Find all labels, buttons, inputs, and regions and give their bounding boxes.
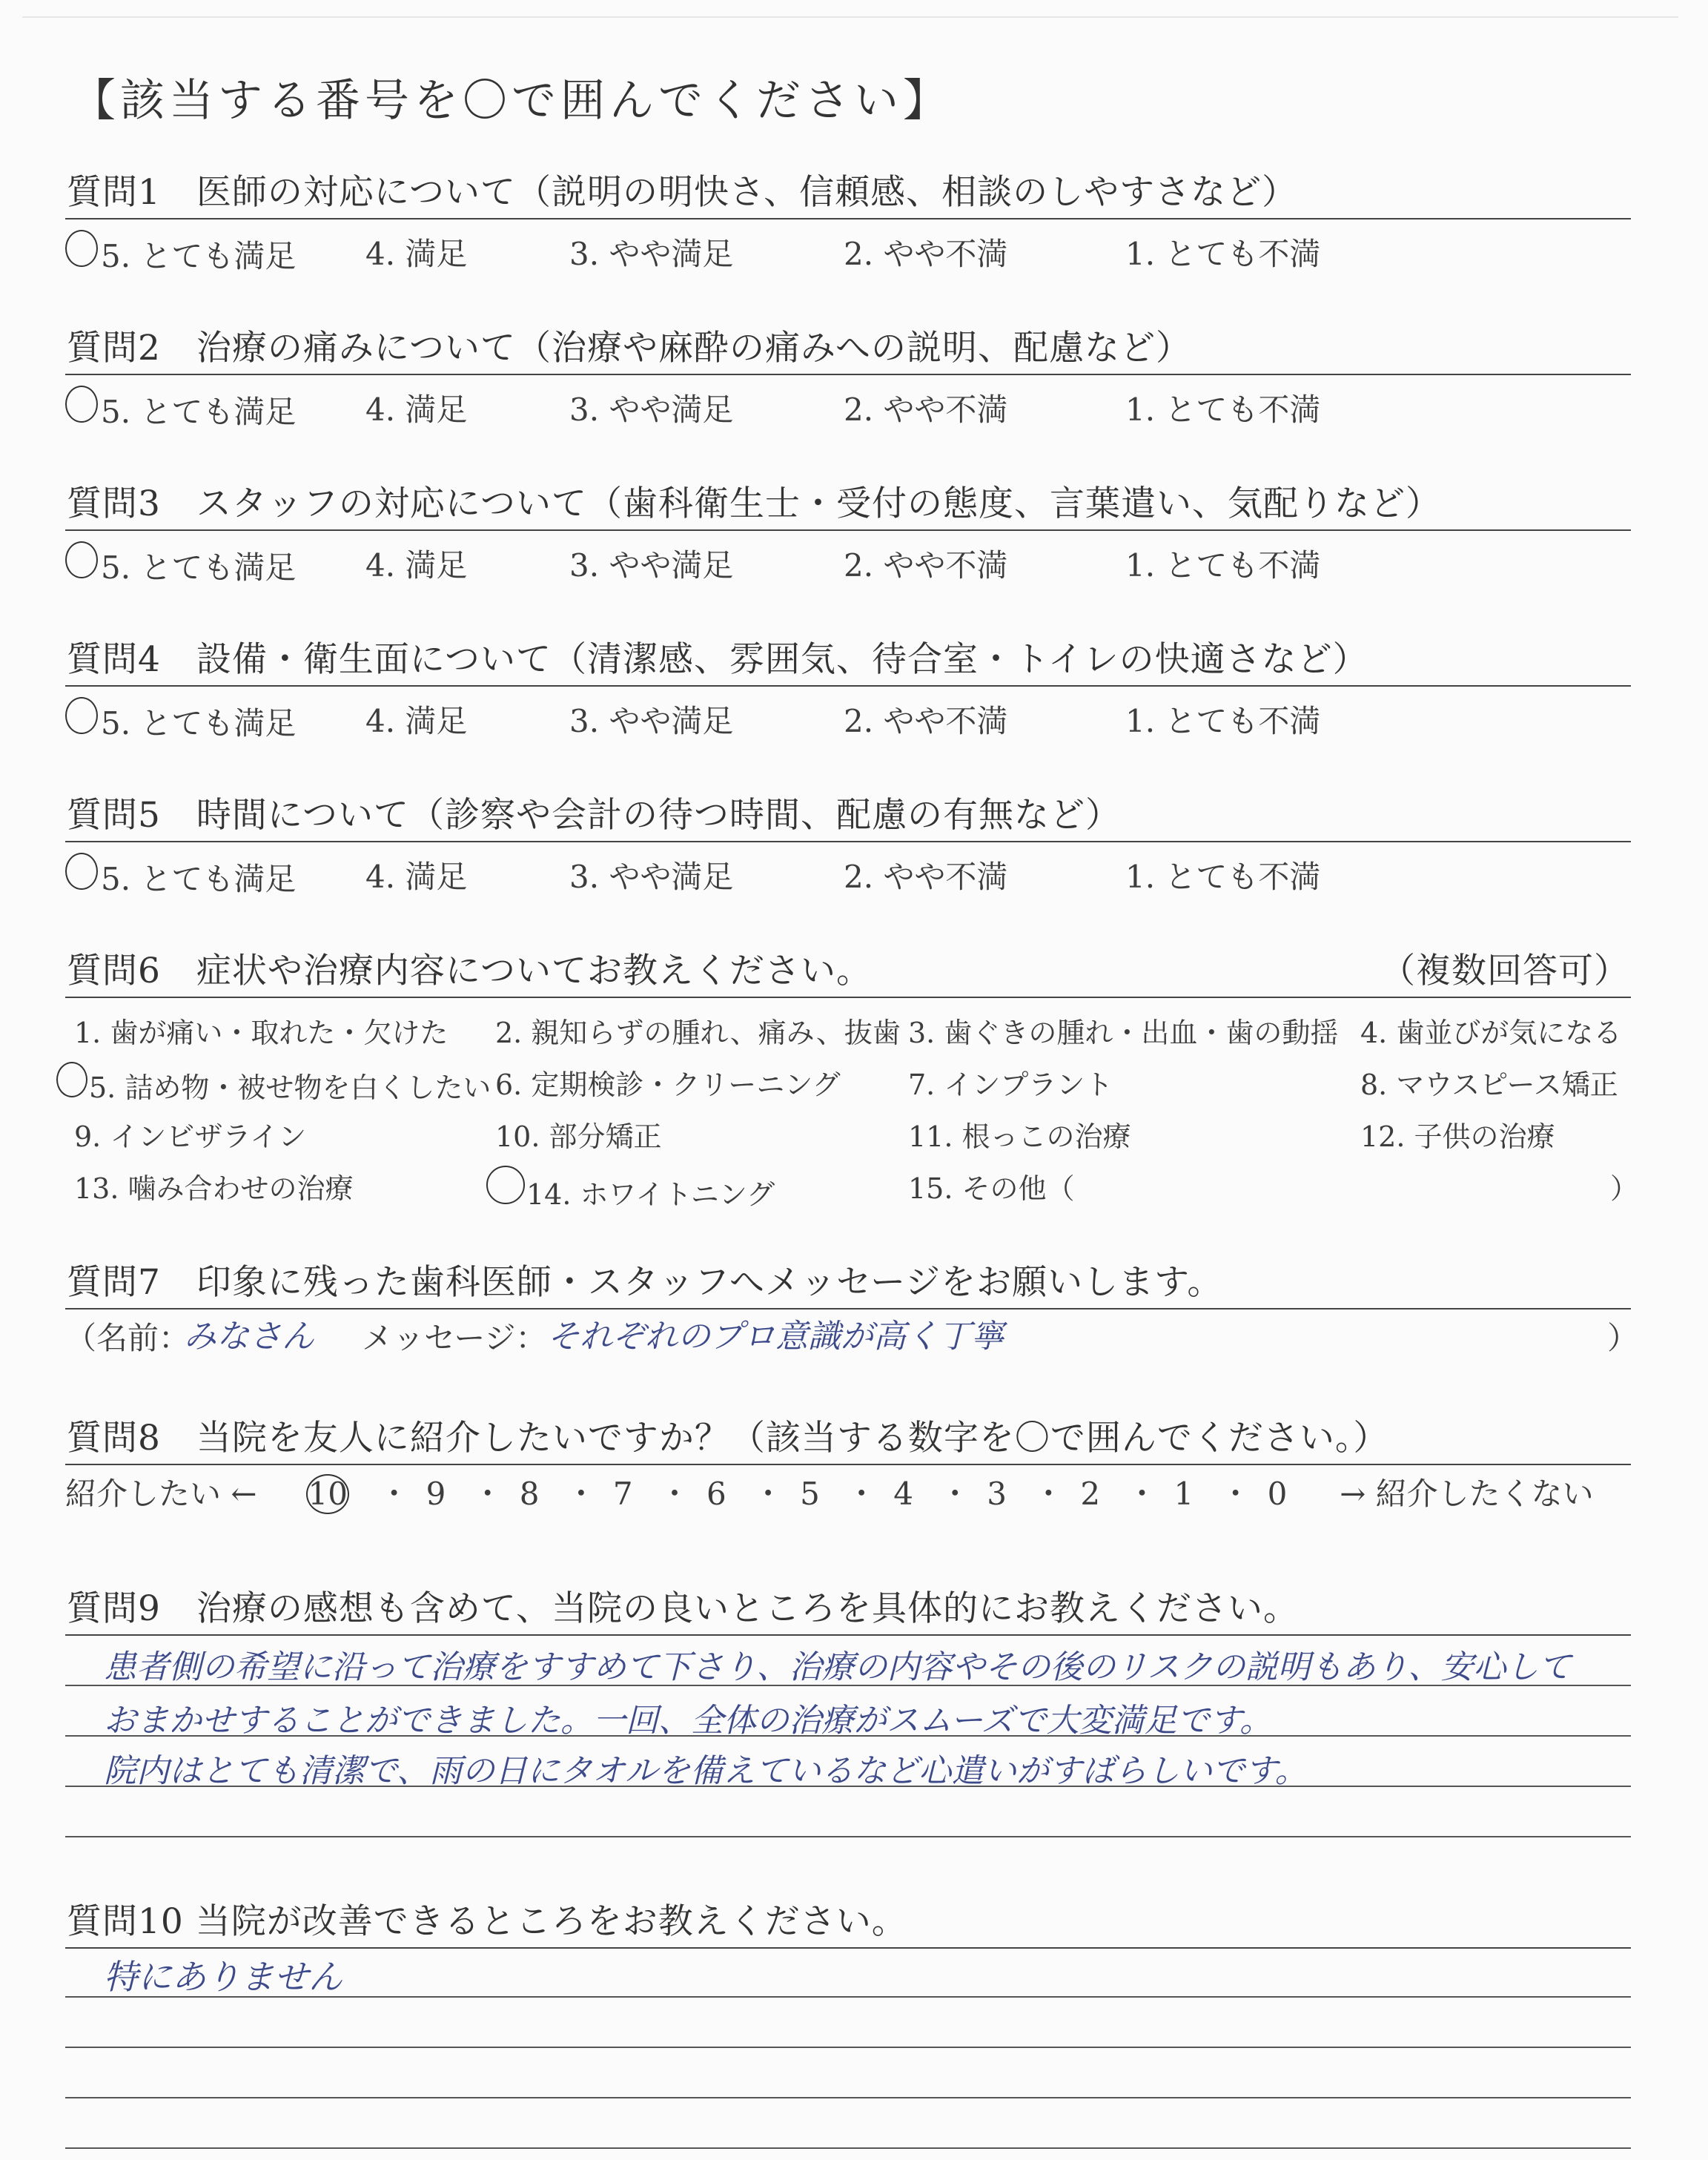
q8-option-6[interactable]: 6 [706,1476,726,1512]
question-1-title: 質問1 医師の対応について（説明の明快さ、信頼感、相談のしやすさなど） [67,172,1298,213]
question-6 [67,943,1638,993]
q6-item-9[interactable]: 9. インビザライン [74,1120,307,1153]
q1-selected-circle [65,230,98,267]
q4-option-2[interactable]: 2. やや不満 [844,703,1008,739]
q9-answer-line-3[interactable]: 院内はとても清潔で、雨の日にタオルを備えているなど心遣いがすばらしいです。 [104,1752,1308,1790]
q7-name-value[interactable]: みなさん [184,1318,314,1355]
q7-message-value[interactable]: それぞれのプロ意識が高く丁寧 [547,1318,1004,1355]
question-10-rule [65,1947,1631,1949]
q10-line-4 [65,2147,1631,2149]
q1-option-2[interactable]: 2. やや不満 [844,236,1008,272]
q10-line-3 [65,2097,1631,2098]
q10-line-2 [65,2047,1631,2048]
q1-option-4[interactable]: 4. 満足 [365,236,468,272]
q5-option-1[interactable]: 1. とても不満 [1125,859,1321,895]
q1-option-1[interactable]: 1. とても不満 [1125,236,1321,272]
question-9 [67,1581,1638,1631]
q4-option-1[interactable]: 1. とても不満 [1125,703,1321,739]
q3-selected-circle [65,541,98,578]
q6-item-11[interactable]: 11. 根っこの治療 [908,1120,1131,1153]
q8-option-10[interactable]: 10 [306,1474,349,1514]
question-4 [67,632,1638,681]
q6-item-7[interactable]: 7. インプラント [908,1069,1113,1101]
q6-item-12[interactable]: 12. 子供の治療 [1360,1120,1555,1153]
q6-item-8[interactable]: 8. マウスピース矯正 [1360,1069,1618,1101]
question-10 [67,1894,1638,1943]
q8-option-0[interactable]: 0 [1267,1476,1288,1512]
q3-option-4[interactable]: 4. 満足 [365,547,468,584]
q9-answer-line-1[interactable]: 患者側の希望に沿って治療をすすめて下さり、治療の内容やその後のリスクの説明もあり、安心して [104,1648,1572,1686]
q6-item-13[interactable]: 13. 噛み合わせの治療 [74,1172,354,1205]
q6-item-14-label: 14. ホワイトニング [526,1178,775,1211]
question-9-rule [65,1634,1631,1636]
q5-option-5[interactable]: 5. とても満足 [101,861,297,897]
q4-selected-circle [65,697,98,734]
question-2-title: 質問2 治療の痛みについて（治療や麻酔の痛みへの説明、配慮など） [67,328,1192,369]
question-6-title: 質問6 症状や治療内容についてお教えください。 [67,951,872,991]
q4-option-5[interactable]: 5. とても満足 [101,705,297,742]
q1-option-5[interactable]: 5. とても満足 [101,238,297,274]
q5-option-4[interactable]: 4. 満足 [365,859,468,895]
page-top-border [22,16,1678,18]
question-1-rule [65,218,1631,219]
question-5-title: 質問5 時間について（診察や会計の待つ時間、配慮の有無など） [67,795,1121,836]
q6-item-4[interactable]: 4. 歯並びが気になる [1360,1017,1622,1049]
q3-option-2[interactable]: 2. やや不満 [844,547,1008,584]
question-9-title: 質問9 治療の感想も含めて、当院の良いところを具体的にお教えください。 [67,1588,1299,1629]
q7-name-label: （名前： [65,1320,191,1356]
q6-item-2[interactable]: 2. 親知らずの腫れ、痛み、抜歯 [495,1017,901,1049]
q6-item-10[interactable]: 10. 部分矯正 [495,1120,662,1153]
question-5 [67,787,1638,837]
question-5-rule [65,841,1631,842]
question-6-note: （複数回答可） [1380,951,1629,991]
question-4-title: 質問4 設備・衛生面について（清潔感、雰囲気、待合室・トイレの快適さなど） [67,639,1368,680]
q8-option-5[interactable]: 5 [800,1476,820,1512]
q10-line-1 [65,1996,1631,1998]
q6-item-1[interactable]: 1. 歯が痛い・取れた・欠けた [74,1017,448,1049]
question-4-rule [65,685,1631,687]
q10-answer[interactable]: 特にありません [104,1957,342,1997]
page-header: 【該当する番号を〇で囲んでください】 [71,75,952,127]
q4-option-4[interactable]: 4. 満足 [365,703,468,739]
q6-item-5[interactable] [56,1062,491,1106]
q9-line-3 [65,1786,1631,1787]
q9-line-1 [65,1685,1631,1686]
q6-item-6[interactable]: 6. 定期検診・クリーニング [495,1069,841,1101]
q2-option-2[interactable]: 2. やや不満 [844,392,1008,428]
q2-option-5[interactable]: 5. とても満足 [101,394,297,430]
question-8-rule [65,1464,1631,1465]
q1-option-3[interactable]: 3. やや満足 [569,236,734,272]
q3-option-5[interactable]: 5. とても満足 [101,549,297,586]
q6-item-15[interactable]: 15. その他（ [908,1172,1075,1205]
q8-option-1[interactable]: 1 [1174,1476,1194,1512]
q6-item-14[interactable] [486,1166,775,1212]
question-3-rule [65,529,1631,531]
question-7-title: 質問7 印象に残った歯科医師・スタッフへメッセージをお願いします。 [67,1262,1223,1303]
q5-selected-circle [65,853,98,890]
q8-option-2[interactable]: 2 [1080,1476,1101,1512]
question-8-title: 質問8 当院を友人に紹介したいですか？（該当する数字を〇で囲んでください。） [67,1418,1389,1459]
q6-item-15-close: ） [1610,1172,1639,1205]
q2-option-3[interactable]: 3. やや満足 [569,392,734,428]
q9-line-2 [65,1735,1631,1737]
q6-selected-circle-5 [56,1062,87,1097]
q9-answer-line-2[interactable]: おまかせすることができました。一回、全体の治療がスムーズで大変満足です。 [104,1702,1273,1740]
q7-message-label: メッセージ： [362,1320,547,1356]
question-6-rule [65,997,1631,998]
question-2-rule [65,374,1631,375]
q8-option-9[interactable]: 9 [426,1476,446,1512]
q8-option-8[interactable]: 8 [519,1476,540,1512]
q9-line-4 [65,1836,1631,1837]
q8-option-3[interactable]: 3 [987,1476,1007,1512]
question-1 [67,165,1638,214]
question-10-title: 質問10 当院が改善できるところをお教えください。 [67,1901,907,1942]
question-3-title: 質問3 スタッフの対応について（歯科衛生士・受付の態度、言葉遣い、気配りなど） [67,483,1441,524]
q6-item-5-label: 5. 詰め物・被せ物を白くしたい [89,1071,491,1104]
question-3 [67,476,1638,526]
q8-option-4[interactable]: 4 [893,1476,913,1512]
q5-option-2[interactable]: 2. やや不満 [844,859,1008,895]
question-2 [67,320,1638,370]
question-7 [67,1255,1638,1304]
q8-left-label: 紹介したい ← [65,1476,257,1512]
q5-option-3[interactable]: 3. やや満足 [569,859,734,895]
q8-option-7[interactable]: 7 [612,1476,633,1512]
q2-option-1[interactable]: 1. とても不満 [1125,392,1321,428]
q4-option-3[interactable]: 3. やや満足 [569,703,734,739]
q8-scale-row: 紹介したい ← 10 ・ 9 ・ 8 ・ 7 ・ 6 ・ 5 ・ 4 ・ 3 ・ 2 ・ 1 ・ 0 → 紹介したくない [65,1470,1594,1514]
q6-selected-circle-14 [486,1166,525,1204]
q6-item-3[interactable]: 3. 歯ぐきの腫れ・出血・歯の動揺 [908,1017,1339,1049]
q2-option-4[interactable]: 4. 満足 [365,392,468,428]
q7-close-paren: ） [1607,1320,1639,1356]
q3-option-1[interactable]: 1. とても不満 [1125,547,1321,584]
question-8 [67,1410,1638,1460]
q2-selected-circle [65,386,98,423]
q8-right-label: → 紹介したくない [1340,1476,1594,1512]
q3-option-3[interactable]: 3. やや満足 [569,547,734,584]
